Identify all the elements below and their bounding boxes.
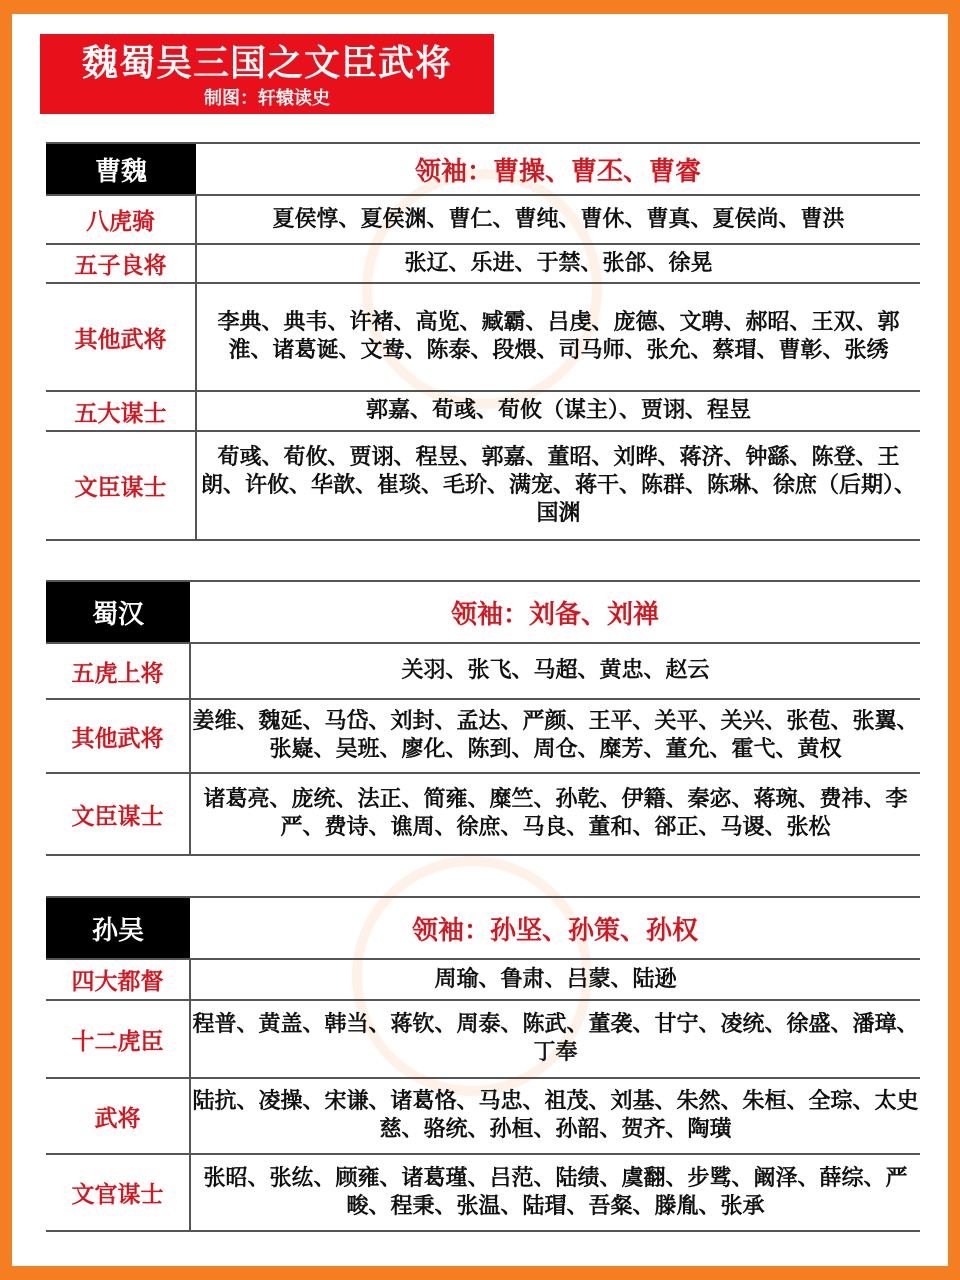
category-label: 五虎上将 [46,643,190,699]
category-label: 文臣谋士 [46,431,196,540]
page-subtitle: 制图：轩辕读史 [204,88,330,109]
faction-name: 蜀汉 [46,581,190,643]
names-cell: 程普、黄盖、韩当、蒋钦、周泰、陈武、董袭、甘宁、凌统、徐盛、潘璋、丁奉 [190,1000,920,1078]
faction-header-row [46,897,920,959]
table-row [46,1154,920,1231]
names-cell: 李典、典韦、许褚、高览、臧霸、吕虔、庞德、文聘、郝昭、王双、郭淮、诸葛诞、文鸯、陈泰、段煨、司马师、张允、蔡瑁、曹彰、张绣 [196,283,920,391]
faction-leader: 领袖：孙坚、孙策、孙权 [190,897,920,959]
table-row [46,643,920,699]
category-label: 文官谋士 [46,1154,190,1231]
table-row [46,1078,920,1154]
names-cell: 姜维、魏延、马岱、刘封、孟达、严颜、王平、关平、关兴、张苞、张翼、张嶷、吴班、廖化、陈到、周仓、糜芳、董允、霍弋、黄权 [190,699,920,773]
names-cell: 郭嘉、荀彧、荀攸（谋主）、贾诩、程昱 [196,391,920,431]
faction-table-wei [46,142,920,541]
faction-name: 孙吴 [46,897,190,959]
faction-leader: 领袖：曹操、曹丕、曹睿 [196,143,920,195]
table-row [46,391,920,431]
category-label: 其他武将 [46,283,196,391]
table-row [46,244,920,283]
category-label: 文臣谋士 [46,773,190,855]
category-label: 五大谋士 [46,391,196,431]
table-row [46,195,920,244]
faction-table-shu [46,580,920,856]
names-cell: 张辽、乐进、于禁、张郃、徐晃 [196,244,920,283]
category-label: 十二虎臣 [46,1000,190,1078]
names-cell: 夏侯惇、夏侯渊、曹仁、曹纯、曹休、曹真、夏侯尚、曹洪 [196,195,920,244]
names-cell: 荀彧、荀攸、贾诩、程昱、郭嘉、董昭、刘晔、蒋济、钟繇、陈登、王朗、许攸、华歆、崔琰、毛玠、满宠、蒋干、陈群、陈琳、徐庶（后期）、国渊 [196,431,920,540]
category-label: 五子良将 [46,244,196,283]
faction-header-row [46,581,920,643]
table-row [46,283,920,391]
table-row [46,773,920,855]
faction-leader: 领袖：刘备、刘禅 [190,581,920,643]
table-row [46,959,920,1000]
table-row [46,431,920,540]
faction-header-row [46,143,920,195]
names-cell: 陆抗、凌操、宋谦、诸葛恪、马忠、祖茂、刘基、朱然、朱桓、全琮、太史慈、骆统、孙桓、孙韶、贺齐、陶璜 [190,1078,920,1154]
table-row [46,699,920,773]
table-row [46,1000,920,1078]
category-label: 八虎骑 [46,195,196,244]
page-title: 魏蜀吴三国之文臣武将 [81,43,452,84]
names-cell: 张昭、张纮、顾雍、诸葛瑾、吕范、陆绩、虞翻、步骘、阚泽、薛综、严畯、程秉、张温、陆瑁、吾粲、滕胤、张承 [190,1154,920,1231]
title-banner [40,34,494,114]
names-cell: 周瑜、鲁肃、吕蒙、陆逊 [190,959,920,1000]
faction-table-wu [46,896,920,1232]
category-label: 武将 [46,1078,190,1154]
names-cell: 关羽、张飞、马超、黄忠、赵云 [190,643,920,699]
names-cell: 诸葛亮、庞统、法正、简雍、糜竺、孙乾、伊籍、秦宓、蒋琬、费祎、李严、费诗、谯周、徐庶、马良、董和、郤正、马谡、张松 [190,773,920,855]
category-label: 其他武将 [46,699,190,773]
category-label: 四大都督 [46,959,190,1000]
infographic-page [12,14,948,1266]
faction-name: 曹魏 [46,143,196,195]
